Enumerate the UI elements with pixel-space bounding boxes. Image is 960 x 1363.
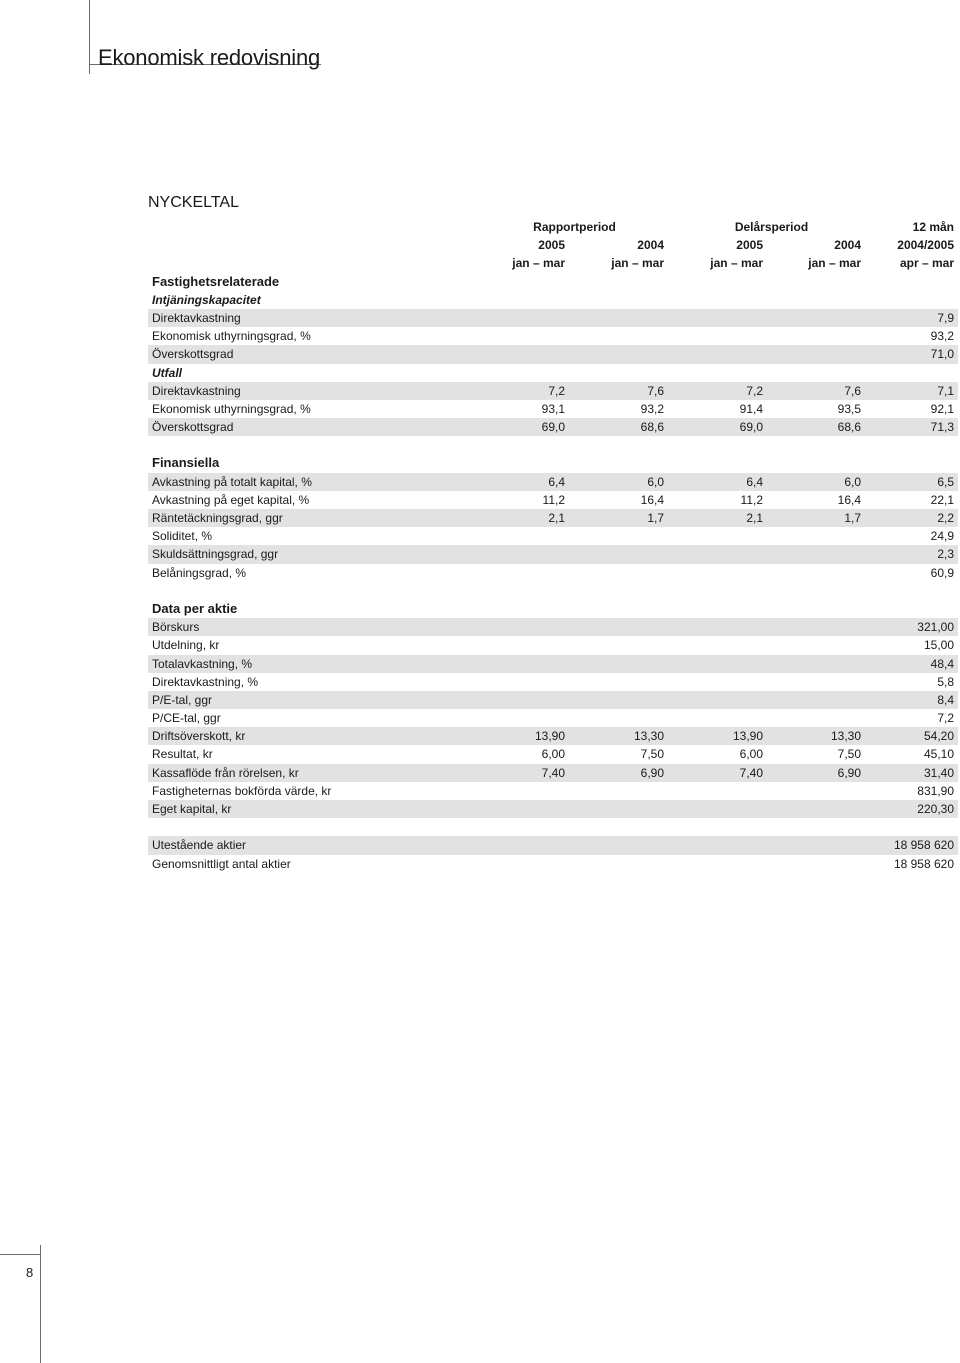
value-cell: 2,3 xyxy=(937,547,954,562)
value-cell: 31,40 xyxy=(923,765,954,780)
value-cell: 71,0 xyxy=(930,347,954,362)
table-row xyxy=(148,855,958,873)
row-label: Driftsöverskott, kr xyxy=(152,729,246,744)
value-cell: 24,9 xyxy=(930,529,954,544)
group-title: Data per aktie xyxy=(152,600,238,616)
row-label: Avkastning på totalt kapital, % xyxy=(152,474,312,489)
value-cell: 5,8 xyxy=(937,674,954,689)
value-cell: 22,1 xyxy=(930,492,954,507)
value-cell: 69,0 xyxy=(541,420,565,435)
subgroup-heading xyxy=(148,364,958,382)
row-label: Skuldsättningsgrad, ggr xyxy=(152,547,279,562)
value-cell: 6,00 xyxy=(541,747,565,762)
value-cell: 16,4 xyxy=(837,492,861,507)
table-row xyxy=(148,473,958,491)
table-row xyxy=(148,309,958,327)
row-label: Direktavkastning, % xyxy=(152,674,259,689)
value-cell: 6,0 xyxy=(647,474,664,489)
header-months: jan – mar xyxy=(611,256,664,271)
header-year: 2004 xyxy=(834,238,861,253)
table-row xyxy=(148,545,958,563)
row-label: Direktavkastning xyxy=(152,383,241,398)
value-cell: 13,30 xyxy=(633,729,664,744)
row-label: P/CE-tal, ggr xyxy=(152,711,221,726)
table-row xyxy=(148,636,958,654)
value-cell: 54,20 xyxy=(923,729,954,744)
row-label: P/E-tal, ggr xyxy=(152,692,213,707)
value-cell: 60,9 xyxy=(930,565,954,580)
value-cell: 18 958 620 xyxy=(893,838,954,853)
table-header-period-row xyxy=(148,218,958,236)
value-cell: 48,4 xyxy=(930,656,954,671)
subgroup-title: Intjäningskapacitet xyxy=(152,292,261,307)
value-cell: 7,50 xyxy=(837,747,861,762)
value-cell: 321,00 xyxy=(917,620,954,635)
table-row xyxy=(148,655,958,673)
table-row xyxy=(148,764,958,782)
value-cell: 6,4 xyxy=(746,474,763,489)
row-label: Kassaflöde från rörelsen, kr xyxy=(152,765,299,780)
value-cell: 71,3 xyxy=(930,420,954,435)
value-cell: 18 958 620 xyxy=(893,856,954,871)
table-row xyxy=(148,800,958,818)
value-cell: 8,4 xyxy=(937,692,954,707)
value-cell: 93,5 xyxy=(837,401,861,416)
bottom-left-vertical-rule xyxy=(40,1245,41,1363)
row-label: Genomsnittligt antal aktier xyxy=(152,856,291,871)
row-label: Ekonomisk uthyrningsgrad, % xyxy=(152,329,311,344)
value-cell: 2,1 xyxy=(548,511,565,525)
table-row xyxy=(148,618,958,636)
value-cell: 13,90 xyxy=(534,729,565,744)
table-row xyxy=(148,673,958,691)
row-label: Överskottsgrad xyxy=(152,347,234,362)
value-cell: 6,5 xyxy=(937,474,954,489)
subgroup-title: Utfall xyxy=(152,365,182,380)
header-year: 2005 xyxy=(736,238,763,253)
value-cell: 15,00 xyxy=(923,638,954,653)
table-row xyxy=(148,491,958,509)
group-heading xyxy=(148,600,958,618)
table-header-year-row xyxy=(148,236,958,254)
row-label: Räntetäckningsgrad, ggr xyxy=(152,511,283,525)
value-cell: 2,1 xyxy=(746,511,763,525)
value-cell: 16,4 xyxy=(640,492,664,507)
header-year: 2004/2005 xyxy=(897,238,954,253)
row-label: Ekonomisk uthyrningsgrad, % xyxy=(152,401,311,416)
header-rapportperiod: Rapportperiod xyxy=(533,220,616,234)
table-row xyxy=(148,745,958,763)
value-cell: 6,00 xyxy=(739,747,763,762)
value-cell: 7,9 xyxy=(937,310,954,325)
value-cell: 7,1 xyxy=(937,383,954,398)
header-year: 2005 xyxy=(538,238,565,253)
header-months: jan – mar xyxy=(808,256,861,271)
section-title: NYCKELTAL xyxy=(148,194,239,211)
table-row xyxy=(148,345,958,363)
row-label: Utestående aktier xyxy=(152,838,247,853)
group-title: Finansiella xyxy=(152,455,220,471)
table-row xyxy=(148,400,958,418)
row-label: Överskottsgrad xyxy=(152,420,234,435)
value-cell: 45,10 xyxy=(923,747,954,762)
table-row xyxy=(148,509,958,527)
value-cell: 7,6 xyxy=(647,383,664,398)
row-label: Direktavkastning xyxy=(152,310,241,325)
value-cell: 6,90 xyxy=(837,765,861,780)
row-label: Eget kapital, kr xyxy=(152,802,232,816)
row-label: Börskurs xyxy=(152,620,200,635)
table-row xyxy=(148,709,958,727)
table-row xyxy=(148,418,958,436)
header-months: apr – mar xyxy=(899,256,954,271)
header-year: 2004 xyxy=(637,238,664,253)
table-row xyxy=(148,691,958,709)
value-cell: 7,2 xyxy=(937,711,954,726)
group-heading xyxy=(148,273,958,291)
value-cell: 93,2 xyxy=(930,329,954,344)
value-cell: 220,30 xyxy=(917,802,954,816)
header-months: jan – mar xyxy=(710,256,763,271)
value-cell: 831,90 xyxy=(917,783,954,798)
value-cell: 13,30 xyxy=(830,729,861,744)
value-cell: 93,2 xyxy=(640,401,664,416)
value-cell: 1,7 xyxy=(647,511,664,525)
header-12-man: 12 mån xyxy=(912,220,954,234)
spacer xyxy=(148,436,958,454)
value-cell: 6,0 xyxy=(844,474,861,489)
group-title: Fastighetsrelaterade xyxy=(152,273,280,289)
value-cell: 91,4 xyxy=(739,401,763,416)
value-cell: 68,6 xyxy=(640,420,664,435)
key-figures-table xyxy=(148,218,958,873)
table-row xyxy=(148,836,958,854)
table-row xyxy=(148,527,958,545)
value-cell: 7,40 xyxy=(541,765,565,780)
table-row xyxy=(148,564,958,582)
table-header-month-row xyxy=(148,254,958,272)
value-cell: 92,1 xyxy=(930,401,954,416)
table-row xyxy=(148,382,958,400)
row-label: Utdelning, kr xyxy=(152,638,220,653)
table-row xyxy=(148,782,958,800)
header-delarsperiod: Delårsperiod xyxy=(734,220,809,234)
page-number: 8 xyxy=(26,1265,34,1280)
page-title: Ekonomisk redovisning xyxy=(98,44,321,70)
group-heading xyxy=(148,454,958,472)
value-cell: 7,2 xyxy=(548,383,565,398)
row-label: Totalavkastning, % xyxy=(152,656,253,671)
subgroup-heading xyxy=(148,291,958,309)
row-label: Avkastning på eget kapital, % xyxy=(152,492,310,507)
value-cell: 11,2 xyxy=(542,492,565,507)
row-label: Soliditet, % xyxy=(152,529,213,544)
top-left-vertical-rule xyxy=(89,0,90,74)
row-label: Fastigheternas bokförda värde, kr xyxy=(152,783,332,798)
table-row xyxy=(148,327,958,345)
value-cell: 7,6 xyxy=(844,383,861,398)
value-cell: 2,2 xyxy=(937,511,954,525)
row-label: Resultat, kr xyxy=(152,747,213,762)
spacer xyxy=(148,818,958,836)
value-cell: 6,90 xyxy=(640,765,664,780)
value-cell: 68,6 xyxy=(837,420,861,435)
value-cell: 6,4 xyxy=(548,474,565,489)
value-cell: 7,2 xyxy=(746,383,763,398)
row-label: Belåningsgrad, % xyxy=(152,565,247,580)
table-row xyxy=(148,727,958,745)
value-cell: 11,2 xyxy=(740,492,763,507)
header-months: jan – mar xyxy=(512,256,565,271)
value-cell: 7,50 xyxy=(640,747,664,762)
value-cell: 93,1 xyxy=(541,401,565,416)
bottom-left-horizontal-rule xyxy=(0,1254,40,1255)
value-cell: 13,90 xyxy=(732,729,763,744)
value-cell: 69,0 xyxy=(739,420,763,435)
spacer xyxy=(148,582,958,600)
value-cell: 7,40 xyxy=(739,765,763,780)
value-cell: 1,7 xyxy=(844,511,861,525)
